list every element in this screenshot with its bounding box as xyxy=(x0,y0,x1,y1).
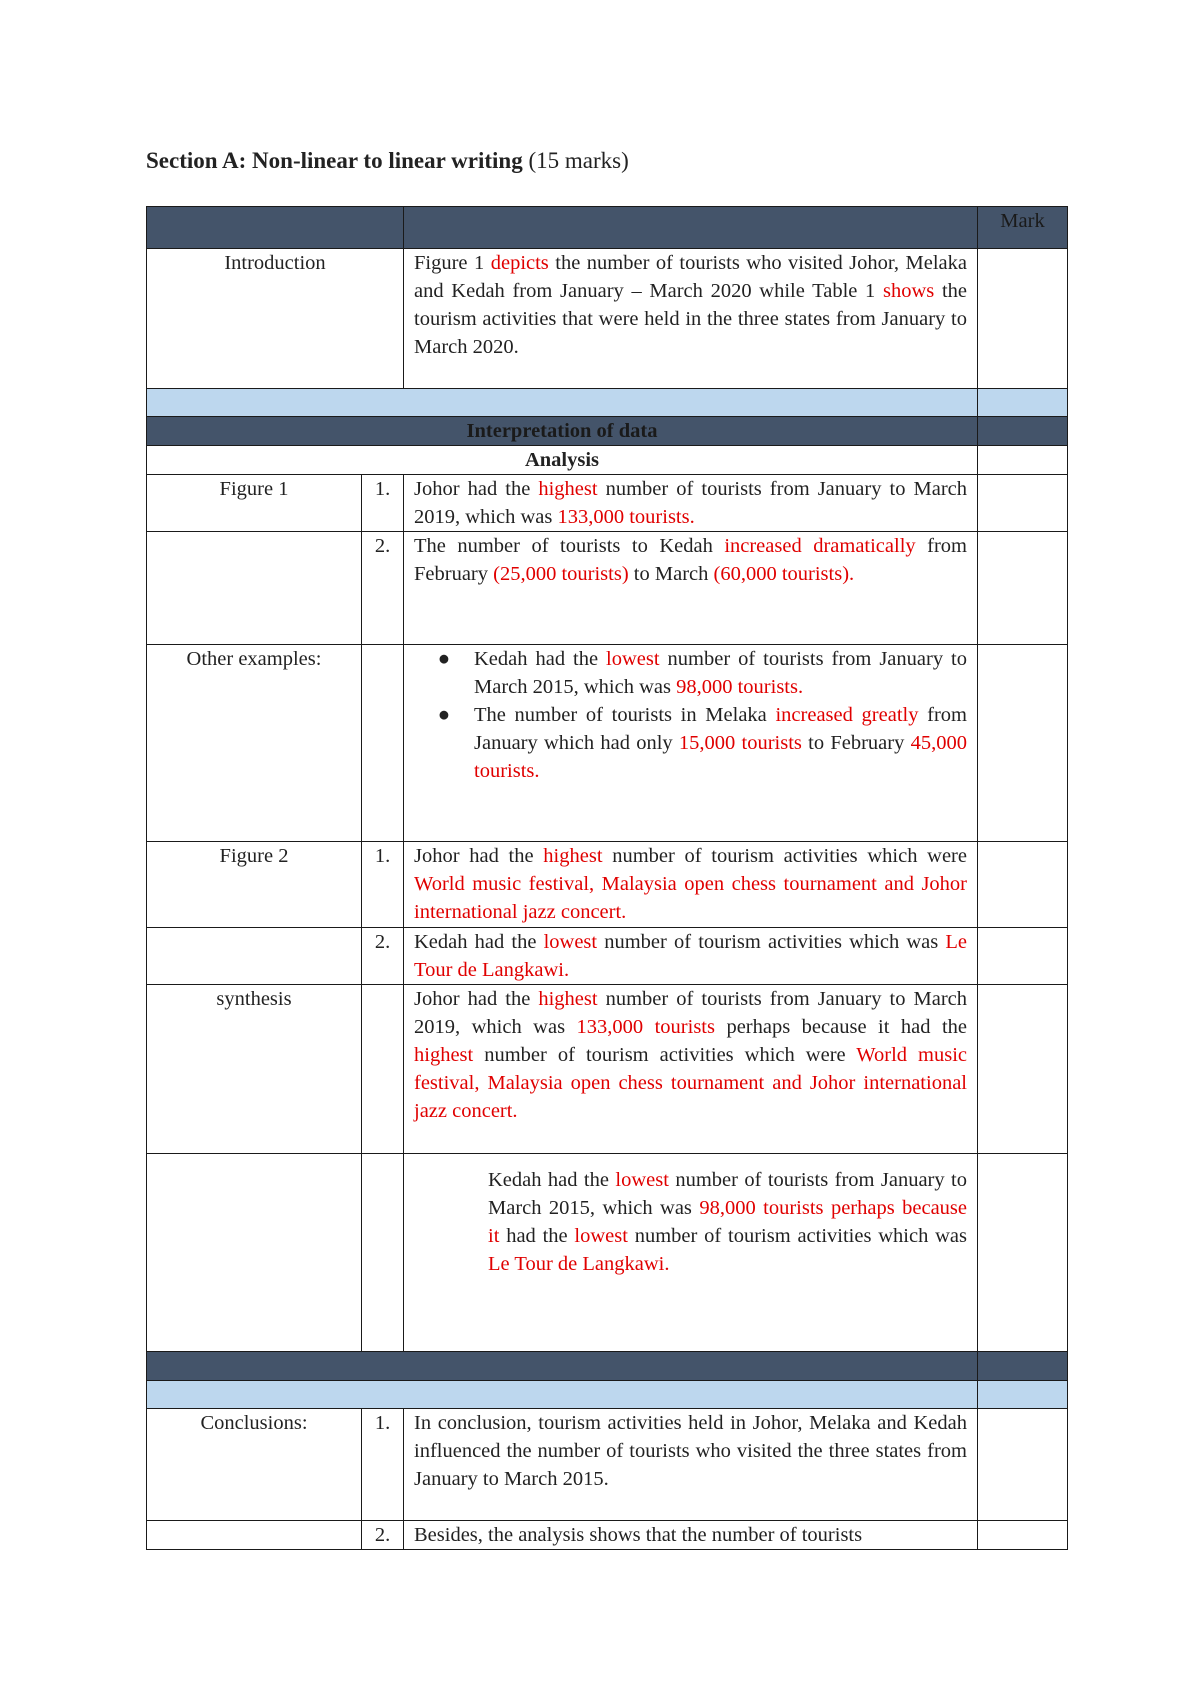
other-bullet-2 xyxy=(437,701,968,785)
fig2-mark-2 xyxy=(978,928,1068,985)
interpretation-mark xyxy=(978,417,1068,446)
light-band-row xyxy=(147,389,1068,417)
text-segment: number of tourists from January to March 2015, which was xyxy=(488,1169,967,1219)
other-label: Other examples: xyxy=(147,645,362,842)
interpretation-row xyxy=(147,417,1068,446)
text-segment: from February xyxy=(414,535,967,585)
text-segment: The number of tourists in Melaka xyxy=(474,704,776,726)
text-segment: to February xyxy=(801,732,911,754)
highlighted-text: highest xyxy=(543,845,603,867)
text-segment: number of tourism activities which were xyxy=(473,1044,857,1066)
conclusion-text-2 xyxy=(404,1521,978,1550)
light-band-2 xyxy=(147,1381,978,1409)
fig2-text-2 xyxy=(404,928,978,985)
fig1-label: Figure 1 xyxy=(147,475,362,532)
highlighted-text: highest xyxy=(538,478,598,500)
mark-header: Mark xyxy=(978,207,1068,249)
conclusion-text-1 xyxy=(404,1409,978,1521)
text-segment: In conclusion, tourism activities held in Johor, Melaka and Kedah influenced the number of tourists who visited the three states from January to March 2015. xyxy=(414,1412,967,1490)
text-segment: Kedah had the xyxy=(414,931,544,953)
intro-mark xyxy=(978,249,1068,389)
text-segment: Johor had the xyxy=(414,988,539,1010)
synthesis-mark-1 xyxy=(978,985,1068,1154)
text-segment: number of tourists from January to March 2019, which was xyxy=(414,988,967,1038)
highlighted-text: Le Tour de Langkawi. xyxy=(488,1253,670,1275)
fig2-num-2: 2. xyxy=(362,928,404,985)
fig2-row-2 xyxy=(147,928,1068,985)
conclusion-mark-2 xyxy=(978,1521,1068,1550)
header-cell-content xyxy=(404,207,978,249)
other-content xyxy=(404,645,978,842)
text-segment: Figure 1 xyxy=(414,252,491,274)
conclusion-row-2 xyxy=(147,1521,1068,1550)
dark-band-row xyxy=(147,1352,1068,1381)
conclusions-label: Conclusions: xyxy=(147,1409,362,1521)
fig1-text-1 xyxy=(404,475,978,532)
text-segment: Besides, the analysis shows that the number of tourists xyxy=(414,1524,863,1546)
answer-table xyxy=(146,206,1068,1550)
fig2-mark-1 xyxy=(978,842,1068,928)
fig2-text-1 xyxy=(404,842,978,928)
highlighted-text: lowest xyxy=(543,931,598,953)
highlighted-text: World music festival, Malaysia open chess tournament and Johor international jazz concert. xyxy=(414,1044,967,1122)
highlighted-text: 45,000 tourists. xyxy=(474,732,967,782)
fig1-row-1 xyxy=(147,475,1068,532)
highlighted-text: lowest xyxy=(615,1169,669,1191)
fig1-empty-label xyxy=(147,532,362,645)
other-bullet-1 xyxy=(437,645,967,701)
intro-label: Introduction xyxy=(147,249,404,389)
bullet-icon: ● xyxy=(437,704,451,726)
fig1-row-2 xyxy=(147,532,1068,645)
conclusion-num-2: 2. xyxy=(362,1521,404,1550)
highlighted-text: 98,000 tourists perhaps because it xyxy=(488,1197,968,1247)
synthesis-row-2 xyxy=(147,1154,1068,1352)
dark-band-mark xyxy=(978,1352,1068,1381)
fig1-text-2 xyxy=(404,532,978,645)
text-segment: Kedah had the xyxy=(474,648,607,670)
text-segment: perhaps because it had the xyxy=(714,1016,967,1038)
text-segment: The number of tourists to Kedah xyxy=(414,535,725,557)
title-bold: Section A: Non-linear to linear writing xyxy=(146,148,523,173)
analysis-row xyxy=(147,446,1068,475)
bullet-icon: ● xyxy=(437,648,451,670)
analysis-heading: Analysis xyxy=(147,446,978,475)
synthesis-num-2 xyxy=(362,1154,404,1352)
synthesis-empty-label xyxy=(147,1154,362,1352)
analysis-mark xyxy=(978,446,1068,475)
intro-row xyxy=(147,249,1068,389)
fig2-row-1 xyxy=(147,842,1068,928)
page-title xyxy=(146,148,629,174)
highlighted-text: 133,000 tourists xyxy=(576,1016,715,1038)
other-bullet-1-text xyxy=(474,648,967,698)
text-segment: the number of tourists who visited Johor, Melaka and Kedah from January – March 2020 while Table 1 xyxy=(414,252,967,302)
title-marks: (15 marks) xyxy=(522,148,629,173)
text-segment: number of tourists from January to March 2015, which was xyxy=(474,648,967,698)
text-segment: the tourism activities that were held in the three states from January to March 2020. xyxy=(414,280,967,358)
conclusion-mark-1 xyxy=(978,1409,1068,1521)
highlighted-text: 98,000 tourists. xyxy=(676,676,804,698)
conclusion-empty-label xyxy=(147,1521,362,1550)
text-segment: number of tourists from January to March 2019, which was xyxy=(414,478,967,528)
text-segment: Kedah had the xyxy=(488,1169,616,1191)
dark-band xyxy=(147,1352,978,1381)
highlighted-text: World music festival, Malaysia open chess tournament and Johor international jazz concert. xyxy=(414,873,967,923)
text-segment: number of tourism activities which was xyxy=(627,1225,967,1247)
fig1-num-2: 2. xyxy=(362,532,404,645)
conclusion-row-1 xyxy=(147,1409,1068,1521)
highlighted-text: lowest xyxy=(606,648,660,670)
text-segment: from January which had only xyxy=(474,704,968,754)
highlighted-text: depicts xyxy=(490,252,549,274)
fig1-num-1: 1. xyxy=(362,475,404,532)
text-segment: had the xyxy=(499,1225,575,1247)
highlighted-text: lowest xyxy=(574,1225,628,1247)
highlighted-text: highest xyxy=(538,988,598,1010)
highlighted-text: shows xyxy=(883,280,935,302)
fig2-empty-label xyxy=(147,928,362,985)
intro-text xyxy=(404,249,978,389)
synthesis-label: synthesis xyxy=(147,985,362,1154)
interpretation-heading: Interpretation of data xyxy=(147,417,978,446)
fig2-num-1: 1. xyxy=(362,842,404,928)
synthesis-mark-2 xyxy=(978,1154,1068,1352)
other-bullet-2-text xyxy=(474,704,967,782)
highlighted-text: (60,000 tourists). xyxy=(713,563,855,585)
fig1-mark-2 xyxy=(978,532,1068,645)
highlighted-text: increased dramatically xyxy=(724,535,916,557)
highlighted-text: highest xyxy=(414,1044,474,1066)
synthesis-row-1 xyxy=(147,985,1068,1154)
text-segment: Johor had the xyxy=(414,478,539,500)
light-band-mark xyxy=(978,389,1068,417)
light-band-2-mark xyxy=(978,1381,1068,1409)
highlighted-text: Le Tour de Langkawi. xyxy=(414,931,967,981)
other-num xyxy=(362,645,404,842)
highlighted-text: increased greatly xyxy=(775,704,919,726)
other-row xyxy=(147,645,1068,842)
fig1-mark-1 xyxy=(978,475,1068,532)
header-cell-label xyxy=(147,207,404,249)
light-band xyxy=(147,389,978,417)
text-segment: number of tourism activities which were xyxy=(602,845,967,867)
highlighted-text: 15,000 tourists xyxy=(678,732,802,754)
synthesis-text-2 xyxy=(404,1154,978,1352)
fig2-label: Figure 2 xyxy=(147,842,362,928)
header-row xyxy=(147,207,1068,249)
synthesis-num-1 xyxy=(362,985,404,1154)
synthesis-text-1 xyxy=(404,985,978,1154)
conclusion-num-1: 1. xyxy=(362,1409,404,1521)
highlighted-text: (25,000 tourists) xyxy=(493,563,629,585)
text-segment: to March xyxy=(628,563,714,585)
light-band-row-2 xyxy=(147,1381,1068,1409)
text-segment: Johor had the xyxy=(414,845,544,867)
text-segment: number of tourism activities which was xyxy=(597,931,946,953)
other-mark xyxy=(978,645,1068,842)
highlighted-text: 133,000 tourists. xyxy=(557,506,695,528)
